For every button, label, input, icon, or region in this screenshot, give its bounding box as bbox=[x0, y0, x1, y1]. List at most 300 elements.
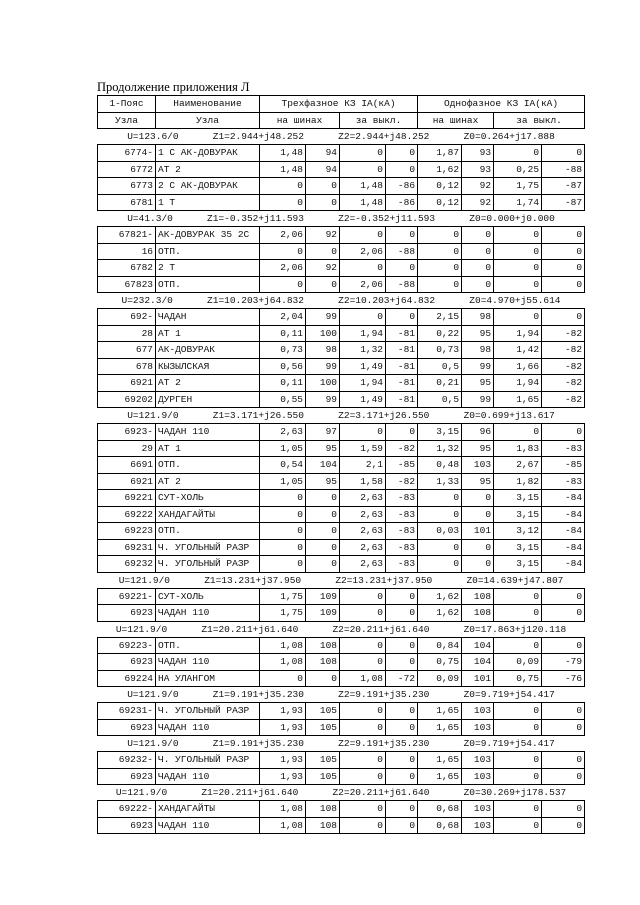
cell-breaker-current-1ph: 0 bbox=[494, 703, 542, 720]
cell-name: 1 С АК-ДОВУРАК bbox=[156, 145, 260, 162]
cell-breaker-angle-1ph: -82 bbox=[542, 391, 585, 408]
cell-node: 6923- bbox=[98, 424, 156, 441]
cell-bus-current-1ph: 0 bbox=[418, 490, 462, 507]
cell-name: 2 Т bbox=[156, 260, 260, 277]
cell-bus-current: 2,04 bbox=[260, 309, 306, 326]
cell-node: 677 bbox=[98, 342, 156, 359]
cell-bus-angle: 0 bbox=[306, 506, 340, 523]
cell-breaker-current-1ph: 0 bbox=[494, 260, 542, 277]
cell-name: АТ 1 bbox=[156, 325, 260, 342]
cell-bus-angle: 92 bbox=[306, 260, 340, 277]
cell-breaker-angle-1ph: -83 bbox=[542, 473, 585, 490]
cell-breaker-angle-1ph: 0 bbox=[542, 752, 585, 769]
cell-breaker-current-1ph: 0 bbox=[494, 227, 542, 244]
cell-node: 6921 bbox=[98, 473, 156, 490]
cell-bus-angle: 0 bbox=[306, 490, 340, 507]
cell-bus-current: 0 bbox=[260, 523, 306, 540]
cell-breaker-current: 0 bbox=[340, 605, 386, 622]
cell-breaker-current-1ph: 0 bbox=[494, 768, 542, 785]
cell-breaker-angle-1ph: 0 bbox=[542, 424, 585, 441]
cell-breaker-current-1ph: 0 bbox=[494, 719, 542, 736]
cell-breaker-angle-1ph: -83 bbox=[542, 440, 585, 457]
cell-breaker-angle: 0 bbox=[386, 588, 418, 605]
cell-bus-current-1ph: 0 bbox=[418, 506, 462, 523]
cell-bus-current-1ph: 1,32 bbox=[418, 440, 462, 457]
cell-bus-current: 1,93 bbox=[260, 719, 306, 736]
cell-breaker-current: 0 bbox=[340, 719, 386, 736]
cell-breaker-current: 2,63 bbox=[340, 490, 386, 507]
cell-bus-current: 0,73 bbox=[260, 342, 306, 359]
cell-bus-angle-1ph: 0 bbox=[462, 243, 494, 260]
table-row bbox=[98, 817, 585, 834]
cell-bus-current: 1,08 bbox=[260, 637, 306, 654]
table-row bbox=[98, 719, 585, 736]
cell-breaker-current: 2,63 bbox=[340, 539, 386, 556]
cell-bus-current: 0,54 bbox=[260, 457, 306, 474]
header-single-phase: Однофазное КЗ IA(кА) bbox=[418, 96, 585, 113]
table-row bbox=[98, 801, 585, 818]
cell-bus-angle: 105 bbox=[306, 703, 340, 720]
cell-bus-angle-1ph: 0 bbox=[462, 506, 494, 523]
cell-breaker-current: 0 bbox=[340, 260, 386, 277]
cell-node: 69221- bbox=[98, 588, 156, 605]
cell-bus-angle: 108 bbox=[306, 817, 340, 834]
cell-breaker-angle: -82 bbox=[386, 440, 418, 457]
cell-bus-current-1ph: 0 bbox=[418, 276, 462, 293]
cell-breaker-current-1ph: 1,74 bbox=[494, 194, 542, 211]
cell-name: Ч. УГОЛЬНЫЙ РАЗР bbox=[156, 752, 260, 769]
cell-breaker-current-1ph: 0,75 bbox=[494, 670, 542, 687]
cell-bus-current: 1,08 bbox=[260, 817, 306, 834]
cell-name: Ч. УГОЛЬНЫЙ РАЗР bbox=[156, 703, 260, 720]
cell-bus-current-1ph: 1,65 bbox=[418, 752, 462, 769]
cell-name: ЧАДАН 110 bbox=[156, 605, 260, 622]
table-row bbox=[98, 342, 585, 359]
header-single-phase-on-bus: на шинах bbox=[418, 112, 494, 129]
cell-bus-angle-1ph: 108 bbox=[462, 588, 494, 605]
header-single-phase-on-breaker: за выкл. bbox=[494, 112, 585, 129]
section-params: U=121.9/0 Z1=9.191+j35.230 Z2=9.191+j35.230 Z0=9.719+j54.417 bbox=[98, 736, 585, 752]
cell-node: 692- bbox=[98, 309, 156, 326]
cell-breaker-current: 1,94 bbox=[340, 375, 386, 392]
cell-name: Ч. УГОЛЬНЫЙ РАЗР bbox=[156, 539, 260, 556]
cell-breaker-current: 0 bbox=[340, 654, 386, 671]
table-row bbox=[98, 703, 585, 720]
cell-bus-angle-1ph: 101 bbox=[462, 670, 494, 687]
cell-breaker-angle-1ph: 0 bbox=[542, 801, 585, 818]
cell-breaker-current-1ph: 3,15 bbox=[494, 506, 542, 523]
cell-bus-current-1ph: 1,62 bbox=[418, 588, 462, 605]
cell-node: 6781 bbox=[98, 194, 156, 211]
cell-bus-angle-1ph: 0 bbox=[462, 227, 494, 244]
cell-breaker-current: 0 bbox=[340, 801, 386, 818]
section-header-row bbox=[98, 408, 585, 424]
cell-name: ОТП. bbox=[156, 243, 260, 260]
section-header-row bbox=[98, 687, 585, 703]
table-row bbox=[98, 768, 585, 785]
cell-breaker-current-1ph: 0 bbox=[494, 588, 542, 605]
section-header-row bbox=[98, 293, 585, 309]
cell-node: 69232- bbox=[98, 752, 156, 769]
cell-bus-angle-1ph: 103 bbox=[462, 719, 494, 736]
cell-bus-angle-1ph: 101 bbox=[462, 523, 494, 540]
cell-bus-angle: 100 bbox=[306, 325, 340, 342]
cell-breaker-angle-1ph: 0 bbox=[542, 276, 585, 293]
cell-breaker-angle-1ph: 0 bbox=[542, 605, 585, 622]
cell-bus-angle: 95 bbox=[306, 440, 340, 457]
cell-bus-current: 1,48 bbox=[260, 145, 306, 162]
cell-name: ЧАДАН 110 bbox=[156, 424, 260, 441]
cell-breaker-current: 1,94 bbox=[340, 325, 386, 342]
cell-breaker-current-1ph: 3,15 bbox=[494, 539, 542, 556]
table-row bbox=[98, 260, 585, 277]
cell-bus-current-1ph: 0,84 bbox=[418, 637, 462, 654]
cell-node: 69231 bbox=[98, 539, 156, 556]
cell-node: 6921 bbox=[98, 375, 156, 392]
cell-name: ХАНДАГАЙТЫ bbox=[156, 801, 260, 818]
cell-bus-angle: 108 bbox=[306, 637, 340, 654]
cell-breaker-current-1ph: 0 bbox=[494, 276, 542, 293]
cell-name: КЫЗЫЛСКАЯ bbox=[156, 358, 260, 375]
cell-bus-current: 1,75 bbox=[260, 605, 306, 622]
table-row bbox=[98, 588, 585, 605]
cell-bus-angle-1ph: 0 bbox=[462, 260, 494, 277]
cell-bus-angle: 98 bbox=[306, 342, 340, 359]
table-row bbox=[98, 243, 585, 260]
cell-breaker-current-1ph: 3,12 bbox=[494, 523, 542, 540]
cell-bus-angle-1ph: 103 bbox=[462, 703, 494, 720]
cell-name: АК-ДОВУРАК 35 2С bbox=[156, 227, 260, 244]
cell-breaker-angle: -86 bbox=[386, 194, 418, 211]
cell-bus-angle-1ph: 95 bbox=[462, 325, 494, 342]
cell-breaker-current: 2,06 bbox=[340, 276, 386, 293]
table-row bbox=[98, 523, 585, 540]
cell-breaker-angle-1ph: 0 bbox=[542, 227, 585, 244]
cell-breaker-angle-1ph: -87 bbox=[542, 178, 585, 195]
cell-node: 69232 bbox=[98, 556, 156, 573]
table-row bbox=[98, 145, 585, 162]
cell-bus-angle: 0 bbox=[306, 243, 340, 260]
header-node-belt: 1-Пояс bbox=[98, 96, 156, 113]
cell-bus-angle: 105 bbox=[306, 752, 340, 769]
cell-breaker-current-1ph: 2,67 bbox=[494, 457, 542, 474]
cell-breaker-angle: 0 bbox=[386, 801, 418, 818]
cell-bus-current-1ph: 1,65 bbox=[418, 768, 462, 785]
cell-breaker-angle-1ph: -79 bbox=[542, 654, 585, 671]
header-three-phase-on-bus: на шинах bbox=[260, 112, 340, 129]
cell-bus-angle: 0 bbox=[306, 539, 340, 556]
cell-breaker-current: 1,48 bbox=[340, 178, 386, 195]
cell-breaker-current: 0 bbox=[340, 637, 386, 654]
cell-node: 6691 bbox=[98, 457, 156, 474]
table-row bbox=[98, 194, 585, 211]
cell-node: 6782 bbox=[98, 260, 156, 277]
header-three-phase-on-breaker: за выкл. bbox=[340, 112, 418, 129]
table-row bbox=[98, 276, 585, 293]
cell-bus-angle: 99 bbox=[306, 309, 340, 326]
cell-bus-angle: 94 bbox=[306, 145, 340, 162]
cell-bus-current-1ph: 1,87 bbox=[418, 145, 462, 162]
section-header-row bbox=[98, 785, 585, 801]
cell-name: ЧАДАН 110 bbox=[156, 719, 260, 736]
cell-bus-current-1ph: 0,09 bbox=[418, 670, 462, 687]
cell-breaker-angle-1ph: 0 bbox=[542, 243, 585, 260]
cell-bus-angle-1ph: 95 bbox=[462, 440, 494, 457]
cell-breaker-current: 1,49 bbox=[340, 358, 386, 375]
cell-breaker-current-1ph: 1,75 bbox=[494, 178, 542, 195]
cell-node: 6923 bbox=[98, 654, 156, 671]
section-params: U=232.3/0 Z1=10.203+j64.832 Z2=10.203+j64.832 Z0=4.970+j55.614 bbox=[98, 293, 585, 309]
cell-node: 69222 bbox=[98, 506, 156, 523]
table-row bbox=[98, 227, 585, 244]
cell-bus-current: 0 bbox=[260, 276, 306, 293]
cell-name: НА УЛАНГОМ bbox=[156, 670, 260, 687]
table-row bbox=[98, 325, 585, 342]
cell-bus-angle: 100 bbox=[306, 375, 340, 392]
cell-breaker-angle-1ph: -82 bbox=[542, 342, 585, 359]
cell-node: 69221 bbox=[98, 490, 156, 507]
cell-bus-current: 0,11 bbox=[260, 325, 306, 342]
cell-breaker-angle: 0 bbox=[386, 605, 418, 622]
cell-breaker-angle: 0 bbox=[386, 703, 418, 720]
cell-name: ОТП. bbox=[156, 637, 260, 654]
cell-bus-angle-1ph: 96 bbox=[462, 424, 494, 441]
table-header bbox=[98, 96, 585, 129]
cell-bus-angle-1ph: 0 bbox=[462, 556, 494, 573]
cell-breaker-current-1ph: 0 bbox=[494, 752, 542, 769]
table-row bbox=[98, 539, 585, 556]
cell-breaker-angle: -83 bbox=[386, 556, 418, 573]
cell-bus-current-1ph: 0,12 bbox=[418, 194, 462, 211]
table-row bbox=[98, 473, 585, 490]
cell-node: 69224 bbox=[98, 670, 156, 687]
cell-breaker-angle-1ph: 0 bbox=[542, 817, 585, 834]
cell-breaker-current: 2,63 bbox=[340, 506, 386, 523]
cell-bus-angle: 109 bbox=[306, 588, 340, 605]
cell-breaker-angle-1ph: 0 bbox=[542, 145, 585, 162]
cell-bus-angle-1ph: 104 bbox=[462, 654, 494, 671]
cell-name: СУТ-ХОЛЬ bbox=[156, 490, 260, 507]
cell-breaker-current-1ph: 0 bbox=[494, 309, 542, 326]
cell-name: ОТП. bbox=[156, 457, 260, 474]
cell-breaker-angle-1ph: 0 bbox=[542, 260, 585, 277]
cell-name: АТ 2 bbox=[156, 473, 260, 490]
cell-node: 6772 bbox=[98, 161, 156, 178]
header-name: Наименование bbox=[156, 96, 260, 113]
cell-bus-current: 0 bbox=[260, 556, 306, 573]
cell-bus-current-1ph: 0,68 bbox=[418, 817, 462, 834]
cell-breaker-angle: 0 bbox=[386, 817, 418, 834]
cell-bus-current: 1,48 bbox=[260, 161, 306, 178]
cell-breaker-angle: -81 bbox=[386, 358, 418, 375]
cell-bus-current-1ph: 0 bbox=[418, 539, 462, 556]
cell-bus-current: 0,55 bbox=[260, 391, 306, 408]
cell-node: 6923 bbox=[98, 817, 156, 834]
cell-breaker-angle: 0 bbox=[386, 227, 418, 244]
cell-breaker-angle: 0 bbox=[386, 752, 418, 769]
cell-breaker-angle: -88 bbox=[386, 276, 418, 293]
cell-bus-angle: 94 bbox=[306, 161, 340, 178]
cell-bus-current: 0 bbox=[260, 178, 306, 195]
section-params: U=121.9/0 Z1=20.211+j61.640 Z2=20.211+j61.640 Z0=30.269+j178.537 bbox=[98, 785, 585, 801]
cell-breaker-current-1ph: 1,94 bbox=[494, 325, 542, 342]
cell-breaker-current-1ph: 3,15 bbox=[494, 490, 542, 507]
cell-bus-angle-1ph: 95 bbox=[462, 375, 494, 392]
table-row bbox=[98, 375, 585, 392]
cell-bus-current: 0,11 bbox=[260, 375, 306, 392]
cell-breaker-angle: -85 bbox=[386, 457, 418, 474]
cell-node: 6923 bbox=[98, 605, 156, 622]
cell-bus-current: 0 bbox=[260, 670, 306, 687]
cell-bus-angle-1ph: 95 bbox=[462, 473, 494, 490]
cell-breaker-current-1ph: 1,83 bbox=[494, 440, 542, 457]
cell-breaker-current: 2,63 bbox=[340, 556, 386, 573]
cell-node: 28 bbox=[98, 325, 156, 342]
cell-breaker-current: 1,59 bbox=[340, 440, 386, 457]
section-params: U=121.9/0 Z1=20.211+j61.640 Z2=20.211+j61.640 Z0=17.863+j120.118 bbox=[98, 621, 585, 637]
cell-breaker-angle-1ph: -87 bbox=[542, 194, 585, 211]
table-row bbox=[98, 752, 585, 769]
cell-node: 67823 bbox=[98, 276, 156, 293]
cell-bus-current: 0 bbox=[260, 539, 306, 556]
cell-breaker-current: 0 bbox=[340, 145, 386, 162]
table-row bbox=[98, 358, 585, 375]
cell-breaker-angle-1ph: 0 bbox=[542, 309, 585, 326]
cell-bus-current: 0 bbox=[260, 194, 306, 211]
cell-bus-current-1ph: 1,62 bbox=[418, 605, 462, 622]
cell-bus-angle-1ph: 93 bbox=[462, 145, 494, 162]
cell-bus-angle: 0 bbox=[306, 178, 340, 195]
cell-breaker-angle: -72 bbox=[386, 670, 418, 687]
cell-breaker-current-1ph: 1,42 bbox=[494, 342, 542, 359]
cell-breaker-angle-1ph: -84 bbox=[542, 523, 585, 540]
cell-breaker-angle: 0 bbox=[386, 719, 418, 736]
cell-breaker-angle: -83 bbox=[386, 490, 418, 507]
cell-node: 69223 bbox=[98, 523, 156, 540]
cell-breaker-angle: 0 bbox=[386, 161, 418, 178]
cell-bus-current-1ph: 1,62 bbox=[418, 161, 462, 178]
cell-node: 29 bbox=[98, 440, 156, 457]
table-row bbox=[98, 556, 585, 573]
cell-breaker-angle: 0 bbox=[386, 424, 418, 441]
cell-breaker-current-1ph: 0 bbox=[494, 801, 542, 818]
cell-breaker-angle: 0 bbox=[386, 768, 418, 785]
cell-bus-current: 1,75 bbox=[260, 588, 306, 605]
header-node-name: Узла bbox=[156, 112, 260, 129]
table-row bbox=[98, 457, 585, 474]
cell-bus-current: 1,93 bbox=[260, 752, 306, 769]
cell-name: ЧАДАН 110 bbox=[156, 654, 260, 671]
cell-breaker-angle: 0 bbox=[386, 309, 418, 326]
cell-bus-angle-1ph: 104 bbox=[462, 637, 494, 654]
cell-name: ХАНДАГАЙТЫ bbox=[156, 506, 260, 523]
cell-name: ОТП. bbox=[156, 523, 260, 540]
header-three-phase: Трехфазное КЗ IA(кА) bbox=[260, 96, 418, 113]
section-header-row bbox=[98, 736, 585, 752]
cell-breaker-current-1ph: 0 bbox=[494, 605, 542, 622]
cell-bus-angle: 92 bbox=[306, 227, 340, 244]
cell-bus-angle: 0 bbox=[306, 670, 340, 687]
cell-breaker-angle: -81 bbox=[386, 375, 418, 392]
cell-breaker-current: 1,32 bbox=[340, 342, 386, 359]
cell-bus-angle-1ph: 98 bbox=[462, 342, 494, 359]
cell-bus-angle-1ph: 99 bbox=[462, 391, 494, 408]
cell-breaker-angle: -81 bbox=[386, 342, 418, 359]
cell-bus-current-1ph: 0,73 bbox=[418, 342, 462, 359]
cell-breaker-angle: -83 bbox=[386, 506, 418, 523]
cell-bus-current-1ph: 0,21 bbox=[418, 375, 462, 392]
table-row bbox=[98, 506, 585, 523]
section-header-row bbox=[98, 211, 585, 227]
cell-breaker-current: 2,1 bbox=[340, 457, 386, 474]
cell-breaker-angle-1ph: -76 bbox=[542, 670, 585, 687]
table-row bbox=[98, 654, 585, 671]
cell-name: ЧАДАН 110 bbox=[156, 817, 260, 834]
cell-bus-current: 1,05 bbox=[260, 473, 306, 490]
cell-breaker-angle-1ph: 0 bbox=[542, 768, 585, 785]
cell-bus-current-1ph: 0 bbox=[418, 243, 462, 260]
table-row bbox=[98, 637, 585, 654]
cell-bus-current: 0 bbox=[260, 506, 306, 523]
section-params: U=121.9/0 Z1=3.171+j26.550 Z2=3.171+j26.550 Z0=0.699+j13.617 bbox=[98, 408, 585, 424]
cell-bus-current: 2,06 bbox=[260, 227, 306, 244]
cell-bus-current-1ph: 0,22 bbox=[418, 325, 462, 342]
cell-name: АТ 2 bbox=[156, 161, 260, 178]
cell-breaker-current-1ph: 0,09 bbox=[494, 654, 542, 671]
cell-bus-current: 1,93 bbox=[260, 703, 306, 720]
cell-bus-angle: 105 bbox=[306, 719, 340, 736]
cell-name: 1 Т bbox=[156, 194, 260, 211]
cell-bus-current-1ph: 0,5 bbox=[418, 391, 462, 408]
cell-breaker-current: 0 bbox=[340, 588, 386, 605]
cell-breaker-angle-1ph: -84 bbox=[542, 506, 585, 523]
cell-breaker-current-1ph: 0 bbox=[494, 243, 542, 260]
section-header-row bbox=[98, 572, 585, 588]
cell-breaker-current-1ph: 1,66 bbox=[494, 358, 542, 375]
cell-breaker-angle-1ph: -82 bbox=[542, 375, 585, 392]
cell-bus-angle-1ph: 103 bbox=[462, 752, 494, 769]
cell-bus-angle-1ph: 0 bbox=[462, 276, 494, 293]
cell-breaker-angle: 0 bbox=[386, 260, 418, 277]
cell-breaker-current: 2,06 bbox=[340, 243, 386, 260]
section-params: U=121.9/0 Z1=13.231+j37.950 Z2=13.231+j37.950 Z0=14.639+j47.807 bbox=[98, 572, 585, 588]
header-node: Узла bbox=[98, 112, 156, 129]
cell-bus-current-1ph: 0,12 bbox=[418, 178, 462, 195]
section-header-row bbox=[98, 129, 585, 145]
cell-bus-angle: 0 bbox=[306, 523, 340, 540]
cell-name: ДУРГЕН bbox=[156, 391, 260, 408]
cell-breaker-angle: 0 bbox=[386, 145, 418, 162]
cell-bus-angle: 108 bbox=[306, 801, 340, 818]
cell-breaker-angle: -88 bbox=[386, 243, 418, 260]
cell-breaker-current: 0 bbox=[340, 703, 386, 720]
cell-bus-current-1ph: 1,65 bbox=[418, 703, 462, 720]
cell-bus-angle-1ph: 108 bbox=[462, 605, 494, 622]
cell-bus-current: 0 bbox=[260, 490, 306, 507]
cell-bus-angle: 105 bbox=[306, 768, 340, 785]
cell-breaker-current-1ph: 0,25 bbox=[494, 161, 542, 178]
cell-breaker-current: 0 bbox=[340, 424, 386, 441]
cell-bus-current-1ph: 0 bbox=[418, 227, 462, 244]
cell-breaker-angle-1ph: -84 bbox=[542, 539, 585, 556]
table-row bbox=[98, 424, 585, 441]
cell-bus-current-1ph: 0,68 bbox=[418, 801, 462, 818]
cell-breaker-current-1ph: 3,15 bbox=[494, 556, 542, 573]
cell-breaker-angle: -86 bbox=[386, 178, 418, 195]
cell-bus-current: 0 bbox=[260, 243, 306, 260]
cell-bus-angle-1ph: 99 bbox=[462, 358, 494, 375]
cell-breaker-angle-1ph: -84 bbox=[542, 490, 585, 507]
